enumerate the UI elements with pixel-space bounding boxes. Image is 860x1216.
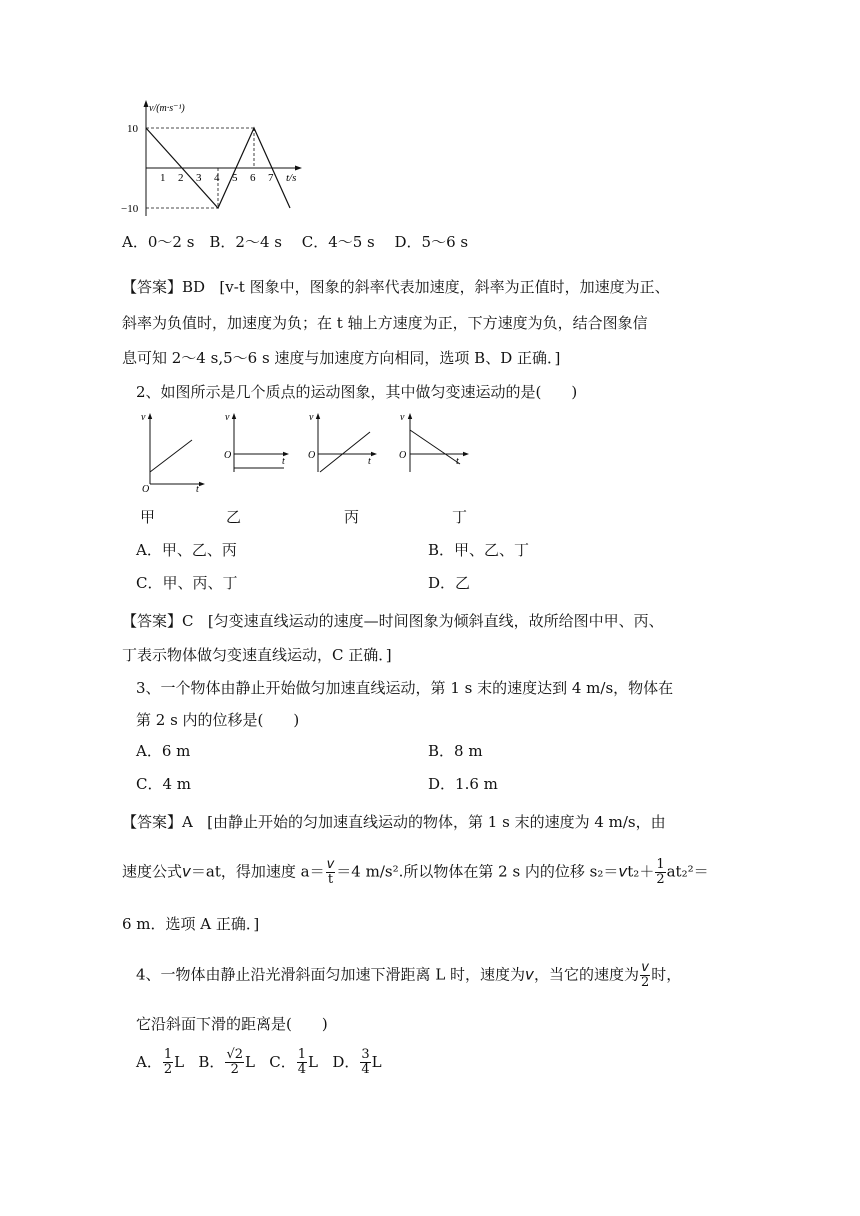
text: ，当它的速度为 [533,965,639,984]
q2-graph-yi [222,410,294,476]
q2-graph-ding [394,410,474,476]
yi-origin: O [224,450,232,461]
q4-option-d [332,1047,382,1077]
q4-stem-l1 [136,961,681,990]
unit-L: L [308,1052,319,1071]
fig-label-jia: 甲 [140,508,156,526]
fraction [225,1048,244,1077]
answer-tag: 【答案】 [122,813,183,831]
vt-x-tick-5: 5 [232,172,238,184]
unit-L: L [245,1052,255,1071]
text: t₂＋ [627,862,655,881]
ding-t-label: t [456,456,459,467]
q2-option-a: A．甲、乙、丙 [136,541,237,559]
vt-x-tick-1: 1 [160,172,166,184]
frac-den: 4 [361,1062,370,1077]
jia-line [150,440,192,472]
q2-explain-l1: [匀变速直线运动的速度—时间图象为倾斜直线，故所给图中甲、丙、 [207,612,664,630]
frac-num: 1 [163,1047,173,1062]
q1-explain-l2: 斜率为负值时，加速度为负；在 t 轴上方速度为正，下方速度为负，结合图象信 [122,314,648,332]
text: 4、一物体由静止沿光滑斜面匀加速下滑距离 L 时，速度为 [136,965,526,984]
q3-option-d: D．1.6 m [428,775,498,793]
vt-x-tick-7: 7 [268,172,274,184]
unit-L: L [174,1052,185,1071]
fraction [297,1048,307,1077]
jia-t-arrow [199,482,205,486]
q3-option-b: B．8 m [428,742,483,760]
frac-num: v [641,960,649,975]
bing-v-label: v [309,412,314,423]
yi-v-arrow [232,413,236,419]
bing-t-label: t [368,456,371,467]
q3-answer [122,812,666,832]
vt-y-arrow [144,100,149,107]
frac-den: t [327,872,334,887]
vt-x-tick-4: 4 [214,172,220,184]
vt-graph [120,98,320,220]
q3-option-c: C．4 m [136,775,192,793]
q1-options: A．0～2 s B．2～4 s C．4～5 s D．5～6 s [122,233,469,251]
frac-den: 2 [640,975,650,990]
q3-explain-l2 [122,858,709,887]
jia-t-label: t [196,484,199,492]
q4-option-a [136,1047,185,1077]
yi-t-label: t [282,456,285,467]
fraction [360,1048,370,1077]
answer-tag: 【答案】 [122,612,183,630]
frac-num: 1 [297,1047,307,1062]
q2-stem: 2、如图所示是几个质点的运动图象，其中做匀变速运动的是( ) [136,383,578,401]
q1-explain-l3: 息可知 2～4 s,5～6 s 速度与加速度方向相同，选项 B、D 正确．] [122,349,561,367]
fraction [163,1048,173,1077]
answer-tag: 【答案】 [122,278,183,296]
vt-x-tick-2: 2 [178,172,184,184]
answer-value: BD [182,278,206,296]
yi-v-label: v [225,412,230,423]
ding-line [410,430,460,464]
q2-graph-jia [138,410,210,492]
bing-t-arrow [371,452,377,456]
q3-stem-l2: 第 2 s 内的位移是( ) [136,711,300,729]
q3-option-a: A．6 m [136,742,191,760]
var-v: v [618,862,628,881]
fig-label-bing: 丙 [344,508,360,526]
q4-option-b [198,1047,255,1077]
text: 时， [651,965,682,984]
option-label: D． [332,1052,360,1071]
fraction-one-half [655,858,665,887]
fig-label-yi: 乙 [226,508,242,526]
ding-v-label: v [400,412,405,423]
answer-value: A [182,813,193,831]
vt-y-tick-10: 10 [127,123,138,135]
frac-den: 2 [230,1062,239,1077]
var-v: v [525,965,534,984]
bing-line [320,432,370,472]
text: 速度公式 [122,862,183,881]
frac-num: √2 [226,1047,243,1062]
frac-den: 2 [163,1062,173,1077]
bing-v-arrow [316,413,320,419]
fraction-v-over-t [326,858,336,887]
q2-option-b: B．甲、乙、丁 [428,541,530,559]
q4-option-c [269,1047,319,1077]
option-label: A． [136,1052,162,1071]
frac-num: v [326,857,335,872]
q2-option-c: C．甲、丙、丁 [136,574,238,592]
answer-value: C [182,612,194,630]
q3-stem-l1: 3、一个物体由静止开始做匀加速直线运动，第 1 s 末的速度达到 4 m/s，物体在 [136,679,674,697]
q4-stem-l2: 它沿斜面下滑的距离是( ) [136,1015,328,1033]
option-label: C． [269,1052,296,1071]
text: ＝4 m/s².所以物体在第 2 s 内的位移 s₂＝ [336,862,619,881]
q4-options [136,1048,382,1077]
vt-y-tick-neg10: −10 [121,203,139,215]
option-label: B． [198,1052,225,1071]
fraction-v-over-2 [640,961,650,990]
q2-graph-bing [306,410,386,476]
frac-den: 4 [297,1062,307,1077]
q3-explain-l1: [由静止开始的匀加速直线运动的物体，第 1 s 末的速度为 4 m/s，由 [207,813,666,831]
q2-explain-l2: 丁表示物体做匀变速直线运动，C 正确．] [122,646,392,664]
ding-v-arrow [408,413,412,419]
vt-x-tick-6: 6 [250,172,256,184]
vt-x-arrow [295,166,302,171]
ding-t-arrow [463,452,469,456]
jia-v-arrow [148,413,152,419]
jia-v-label: v [141,412,146,423]
bing-origin: O [308,450,316,461]
fig-label-ding: 丁 [452,508,468,526]
vt-y-label: v/(m·s⁻¹) [149,103,185,114]
vt-x-tick-3: 3 [196,172,202,184]
ding-origin: O [399,450,407,461]
q1-explain-l1: [v-t 图象中，图象的斜率代表加速度，斜率为正值时，加速度为正、 [219,278,670,296]
text: at₂²＝ [666,862,709,881]
frac-den: 2 [656,872,665,887]
q2-option-d: D．乙 [428,574,471,592]
q3-explain-l3: 6 m．选项 A 正确．] [122,915,260,933]
var-v: v [182,862,191,881]
frac-num: 1 [656,857,665,872]
q2-answer [122,611,664,631]
jia-origin: O [142,484,150,492]
vt-x-label: t/s [286,172,297,184]
q1-answer [122,277,670,297]
frac-num: 3 [361,1047,370,1062]
text: ＝at，得加速度 a＝ [190,862,325,881]
unit-L: L [371,1052,382,1071]
